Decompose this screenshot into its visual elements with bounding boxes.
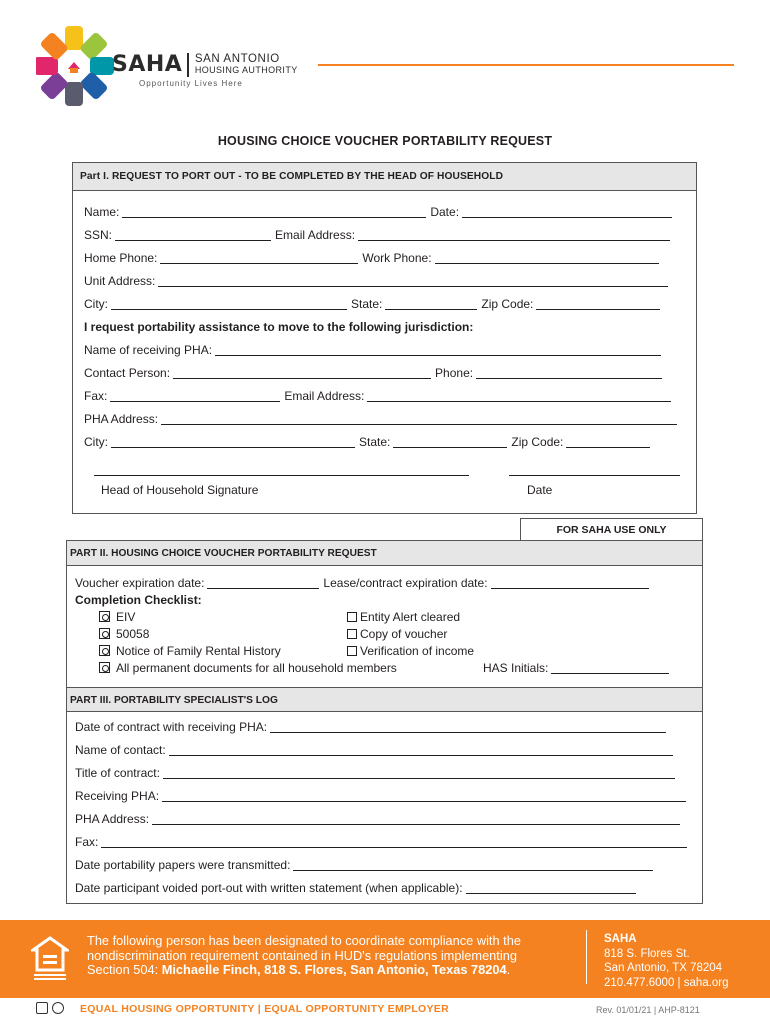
coordinator-name: Michaelle Finch, 818 S. Flores, San Antonio, Texas 78204 — [161, 962, 507, 977]
checklist-item-label: All permanent documents for all household members — [116, 660, 397, 675]
checklist-item-label: Entity Alert cleared — [360, 609, 461, 624]
equal-housing-small-icon — [36, 1002, 48, 1014]
name-field[interactable] — [122, 206, 426, 218]
ssn-field[interactable] — [115, 229, 271, 241]
name-label: Name: — [84, 205, 120, 219]
log-row — [75, 741, 677, 757]
email-label: Email Address: — [275, 228, 356, 242]
checklist-item-rental-history[interactable] — [99, 643, 281, 658]
brand-name: SAHA — [112, 52, 183, 77]
voucher-exp-label: Voucher expiration date: — [75, 576, 205, 590]
contact-person-field[interactable] — [173, 367, 431, 379]
hud-seal-icon — [52, 1002, 64, 1014]
receiving-pha-row — [84, 341, 665, 357]
email2-field[interactable] — [367, 390, 671, 402]
city-state-zip-row — [84, 295, 664, 311]
phone-field[interactable] — [476, 367, 662, 379]
pha-address-field[interactable] — [161, 413, 677, 425]
phone-label: Phone: — [435, 366, 474, 380]
equal-opportunity-statement: EQUAL HOUSING OPPORTUNITY | EQUAL OPPORTUNITY EMPLOYER — [80, 1003, 449, 1015]
part3-heading: PART III. PORTABILITY SPECIALIST'S LOG — [67, 687, 702, 712]
zip2-label: Zip Code: — [511, 435, 564, 449]
signature-label: Head of Household Signature — [101, 483, 259, 497]
voucher-exp-field[interactable] — [207, 577, 319, 589]
footer-street: 818 S. Flores St. — [604, 947, 690, 960]
checklist-item-permanent-docs[interactable] — [99, 660, 397, 675]
receiving-pha-field[interactable] — [215, 344, 661, 356]
lease-exp-field[interactable] — [491, 577, 649, 589]
contact-person-label: Contact Person: — [84, 366, 171, 380]
checklist-item-label: Copy of voucher — [360, 626, 448, 641]
fax-email-row — [84, 387, 675, 403]
log-label: Date portability papers were transmitted: — [75, 858, 291, 872]
log-field[interactable] — [293, 859, 653, 871]
signature-date-field[interactable] — [509, 475, 680, 476]
city2-field[interactable] — [111, 436, 355, 448]
checklist-item-50058[interactable] — [99, 626, 149, 641]
checked-box-icon[interactable] — [99, 611, 110, 622]
email2-label: Email Address: — [284, 389, 365, 403]
fax-label: Fax: — [84, 389, 108, 403]
unit-address-row — [84, 272, 672, 288]
receiving-pha-label: Name of receiving PHA: — [84, 343, 213, 357]
signature-field[interactable] — [94, 475, 469, 476]
log-field[interactable] — [163, 767, 675, 779]
tagline: Opportunity Lives Here — [139, 79, 243, 88]
has-initials-field[interactable] — [551, 662, 669, 674]
log-row — [75, 718, 670, 734]
work-phone-field[interactable] — [435, 252, 659, 264]
brand-divider — [187, 53, 189, 77]
log-label: Receiving PHA: — [75, 789, 160, 803]
log-field[interactable] — [270, 721, 666, 733]
log-row — [75, 764, 679, 780]
zip2-field[interactable] — [566, 436, 650, 448]
footer-address — [604, 932, 728, 990]
name-date-row — [84, 203, 676, 219]
home-phone-field[interactable] — [160, 252, 358, 264]
footer-contact[interactable]: 210.477.6000 | saha.org — [604, 976, 729, 989]
checked-box-icon[interactable] — [99, 662, 110, 673]
compliance-icons — [36, 1002, 64, 1014]
pha-address-row — [84, 410, 681, 426]
notice-line: nondiscrimination requirement contained in HUD's regulations implementing — [87, 947, 517, 963]
unit-address-field[interactable] — [158, 275, 668, 287]
log-field[interactable] — [162, 790, 686, 802]
log-label: Title of contract: — [75, 766, 160, 780]
log-field[interactable] — [169, 744, 673, 756]
checklist-item-income[interactable] — [347, 643, 474, 658]
state-field[interactable] — [385, 298, 477, 310]
footer-city: San Antonio, TX 78204 — [604, 962, 723, 974]
log-label: PHA Address: — [75, 812, 150, 826]
flower-logo-icon — [36, 24, 118, 106]
part2-part3-section — [66, 540, 703, 904]
state-label: State: — [351, 297, 383, 311]
signature-date-label: Date — [527, 483, 553, 497]
log-row — [75, 833, 691, 849]
revision-number: Rev. 01/01/21 | AHP-8121 — [596, 1005, 700, 1015]
document-title: HOUSING CHOICE VOUCHER PORTABILITY REQUEST — [217, 134, 553, 148]
state2-label: State: — [359, 435, 391, 449]
has-initials-row — [483, 659, 673, 675]
checklist-item-copy-voucher[interactable] — [347, 626, 447, 641]
notice-prefix: Section 504: — [87, 962, 159, 977]
checklist-title: Completion Checklist: — [75, 593, 202, 607]
home-phone-label: Home Phone: — [84, 251, 158, 265]
log-field[interactable] — [466, 882, 636, 894]
work-phone-label: Work Phone: — [362, 251, 432, 265]
log-label: Name of contact: — [75, 743, 166, 757]
checklist-item-label: Verification of income — [360, 643, 475, 658]
notice-line: The following person has been designated to coordinate compliance with the — [87, 933, 521, 948]
saha-use-only-label: FOR SAHA USE ONLY — [520, 518, 703, 540]
org-name-line1: SAN ANTONIO — [194, 52, 280, 65]
zip-field[interactable] — [536, 298, 660, 310]
org-name-line2: HOUSING AUTHORITY — [194, 64, 298, 75]
part2-heading: PART II. HOUSING CHOICE VOUCHER PORTABILITY REQUEST — [67, 541, 702, 566]
notice-line — [87, 963, 572, 978]
has-initials-label: HAS Initials: — [483, 661, 549, 675]
part1-section — [72, 162, 697, 514]
date-field[interactable] — [462, 206, 672, 218]
notice-suffix: . — [506, 962, 511, 977]
checkbox-icon[interactable] — [347, 646, 357, 656]
saha-logo — [36, 24, 306, 106]
log-label: Date of contract with receiving PHA: — [75, 720, 268, 734]
footer-org-name: SAHA — [604, 933, 637, 945]
checkbox-icon[interactable] — [347, 629, 357, 639]
ssn-email-row — [84, 226, 674, 242]
log-field[interactable] — [152, 813, 680, 825]
checked-box-icon[interactable] — [99, 645, 110, 656]
city2-label: City: — [84, 435, 108, 449]
checklist-item-label: EIV — [116, 609, 136, 624]
log-label: Date participant voided port-out with written statement (when applicable): — [75, 881, 463, 895]
city2-state2-zip2-row — [84, 433, 654, 449]
log-row — [75, 787, 690, 803]
pha-address-label: PHA Address: — [84, 412, 159, 426]
checkbox-icon[interactable] — [347, 612, 357, 622]
brand-wordmark — [112, 52, 298, 77]
zip-label: Zip Code: — [481, 297, 534, 311]
header-rule — [318, 64, 734, 66]
checklist-item-eiv[interactable] — [99, 609, 135, 624]
log-row — [75, 856, 657, 872]
fax-field[interactable] — [110, 390, 280, 402]
log-row — [75, 810, 684, 826]
email-field[interactable] — [358, 229, 670, 241]
unit-address-label: Unit Address: — [84, 274, 156, 288]
request-statement: I request portability assistance to move to the following jurisdiction: — [84, 320, 474, 334]
state2-field[interactable] — [393, 436, 507, 448]
expiration-row — [75, 574, 653, 590]
checklist-item-label: Notice of Family Rental History — [116, 643, 281, 658]
checklist-item-entity-alert[interactable] — [347, 609, 460, 624]
lease-exp-label: Lease/contract expiration date: — [323, 576, 488, 590]
phone-row — [84, 249, 663, 265]
city-label: City: — [84, 297, 108, 311]
contact-row — [84, 364, 666, 380]
part1-heading: Part I. REQUEST TO PORT OUT - TO BE COMPLETED BY THE HEAD OF HOUSEHOLD — [73, 163, 696, 191]
checked-box-icon[interactable] — [99, 628, 110, 639]
ssn-label: SSN: — [84, 228, 113, 242]
checklist-item-label: 50058 — [116, 626, 150, 641]
log-label: Fax: — [75, 835, 99, 849]
footer-divider — [586, 930, 587, 984]
equal-housing-icon — [31, 936, 69, 982]
date-label: Date: — [430, 205, 460, 219]
nondiscrimination-notice — [87, 934, 572, 978]
city-field[interactable] — [111, 298, 347, 310]
log-row — [75, 879, 640, 895]
log-field[interactable] — [101, 836, 687, 848]
